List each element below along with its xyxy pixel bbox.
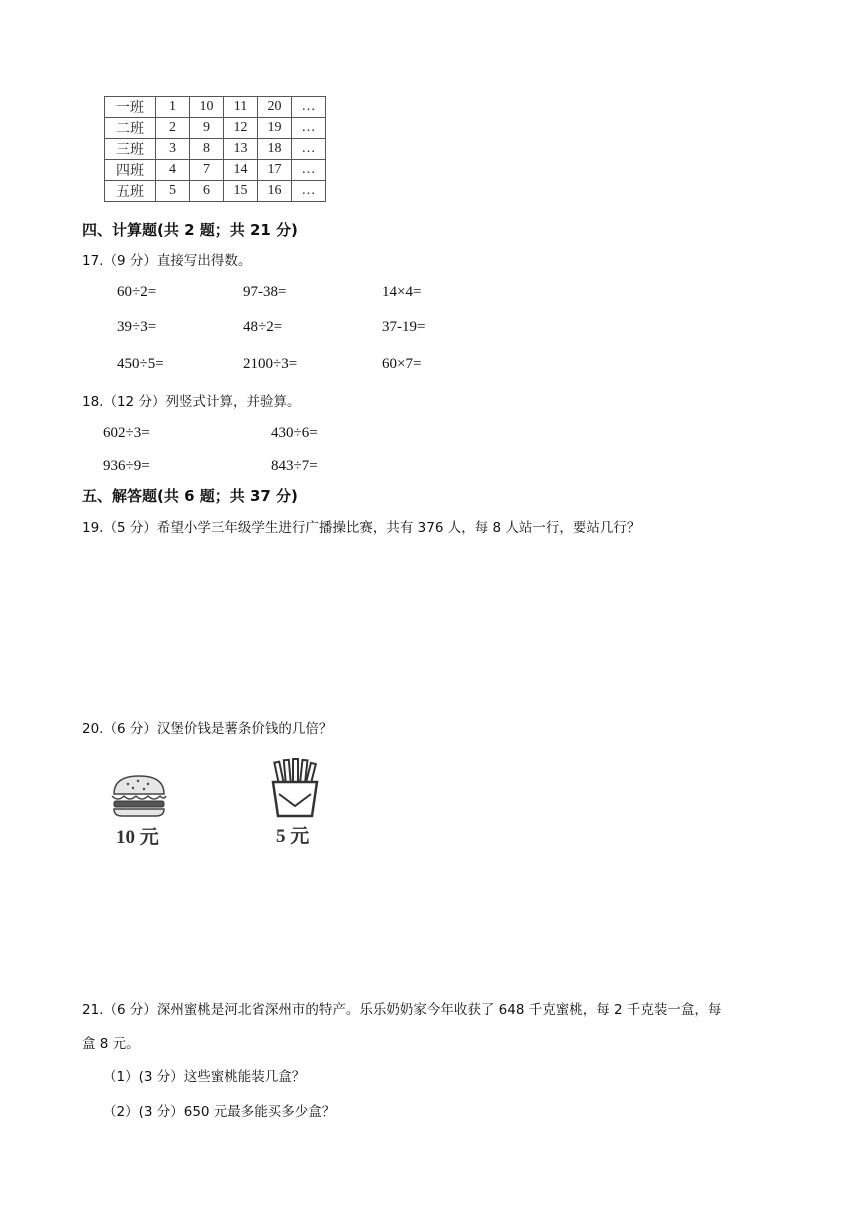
question-21-label-cont: 盒 8 元。 bbox=[82, 1036, 140, 1052]
table-cell: 五班 bbox=[105, 181, 156, 202]
table-cell: … bbox=[292, 160, 326, 181]
calc-item: 2100÷3= bbox=[243, 356, 298, 372]
table-cell: 18 bbox=[258, 139, 292, 160]
calc-item: 48÷2= bbox=[243, 319, 283, 335]
table-cell: 17 bbox=[258, 160, 292, 181]
table-row bbox=[105, 139, 326, 160]
fries-price: 5 元 bbox=[276, 826, 310, 847]
table-cell: … bbox=[292, 181, 326, 202]
table-cell: 3 bbox=[156, 139, 190, 160]
question-21-sub2: （2）(3 分）650 元最多能买多少盒？ bbox=[103, 1104, 336, 1120]
table-cell: 四班 bbox=[105, 160, 156, 181]
table-cell: 6 bbox=[190, 181, 224, 202]
calc-item: 14×4= bbox=[382, 284, 422, 300]
table-cell: 7 bbox=[190, 160, 224, 181]
calc-item: 60×7= bbox=[382, 356, 422, 372]
table-cell: 13 bbox=[224, 139, 258, 160]
table-cell: 14 bbox=[224, 160, 258, 181]
table-cell: 11 bbox=[224, 97, 258, 118]
question-19-label: 19.（5 分）希望小学三年级学生进行广播操比赛，共有 376 人，每 8 人站一行，要站几行？ bbox=[82, 520, 641, 536]
calc-item: 843÷7= bbox=[271, 458, 318, 474]
class-number-table bbox=[104, 96, 326, 202]
table-cell: 12 bbox=[224, 118, 258, 139]
calc-item: 37-19= bbox=[382, 319, 426, 335]
calc-item: 602÷3= bbox=[103, 425, 150, 441]
hamburger-icon bbox=[110, 774, 168, 818]
table-cell: 9 bbox=[190, 118, 224, 139]
table-cell: 4 bbox=[156, 160, 190, 181]
table-cell: 19 bbox=[258, 118, 292, 139]
question-21-label: 21.（6 分）深州蜜桃是河北省深州市的特产。乐乐奶奶家今年收获了 648 千克蜜桃，每 2 千克装一盒，每 bbox=[82, 1002, 722, 1018]
calc-item: 97-38= bbox=[243, 284, 287, 300]
calc-item: 430÷6= bbox=[271, 425, 318, 441]
question-20-label: 20.（6 分）汉堡价钱是薯条价钱的几倍？ bbox=[82, 721, 333, 737]
table-cell: 二班 bbox=[105, 118, 156, 139]
table-cell: 8 bbox=[190, 139, 224, 160]
table-cell: … bbox=[292, 139, 326, 160]
table-cell: … bbox=[292, 97, 326, 118]
table-cell: 16 bbox=[258, 181, 292, 202]
table-cell: 一班 bbox=[105, 97, 156, 118]
hamburger-price: 10 元 bbox=[116, 827, 159, 848]
french-fries-icon bbox=[267, 758, 323, 818]
question-17-label: 17.（9 分）直接写出得数。 bbox=[82, 253, 252, 269]
table-row bbox=[105, 118, 326, 139]
table-cell: 三班 bbox=[105, 139, 156, 160]
table-row bbox=[105, 160, 326, 181]
table-row bbox=[105, 181, 326, 202]
section-heading: 五、解答题(共 6 题；共 37 分) bbox=[82, 487, 298, 505]
table-cell: 5 bbox=[156, 181, 190, 202]
section-heading: 四、计算题(共 2 题；共 21 分) bbox=[82, 221, 298, 239]
calc-item: 936÷9= bbox=[103, 458, 150, 474]
table-cell: 20 bbox=[258, 97, 292, 118]
calc-item: 60÷2= bbox=[117, 284, 157, 300]
question-18-label: 18.（12 分）列竖式计算，并验算。 bbox=[82, 394, 301, 410]
calc-item: 450÷5= bbox=[117, 356, 164, 372]
calc-item: 39÷3= bbox=[117, 319, 157, 335]
table-cell: 10 bbox=[190, 97, 224, 118]
table-cell: … bbox=[292, 118, 326, 139]
table-cell: 1 bbox=[156, 97, 190, 118]
question-21-sub1: （1）(3 分）这些蜜桃能装几盒？ bbox=[103, 1069, 306, 1085]
table-cell: 2 bbox=[156, 118, 190, 139]
table-cell: 15 bbox=[224, 181, 258, 202]
table-row bbox=[105, 97, 326, 118]
